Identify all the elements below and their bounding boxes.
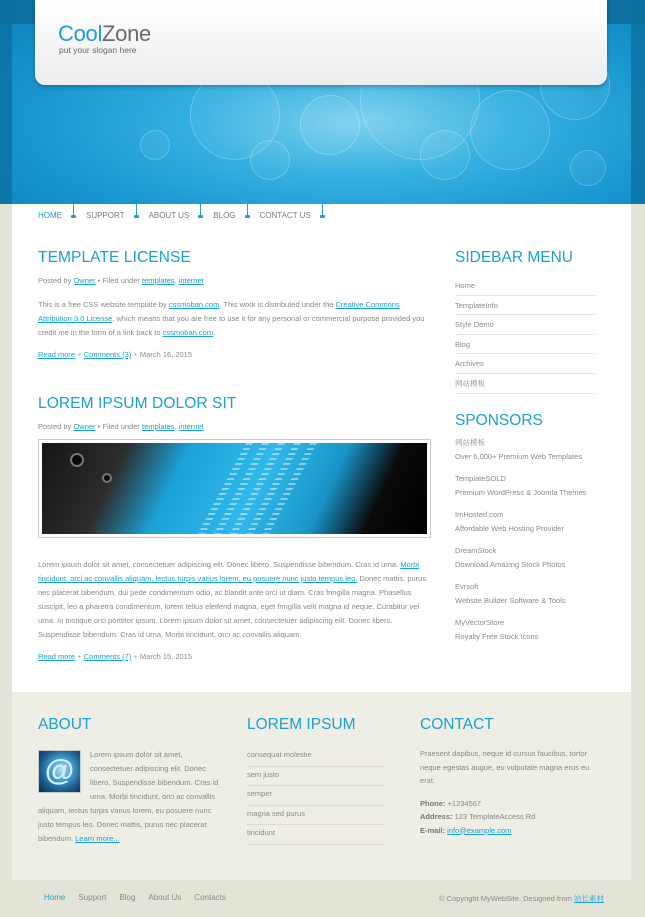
sponsor-item [455, 616, 595, 645]
about-body [38, 748, 223, 846]
sponsor-description: Website Builder Software & Tools [455, 596, 566, 606]
contact-widget [420, 716, 604, 837]
bokeh-circle [420, 130, 470, 180]
sidebar [455, 249, 595, 645]
post-body [38, 298, 432, 340]
nav-item-blog[interactable] [201, 204, 247, 230]
designer-link[interactable]: 站长素材 [574, 894, 604, 903]
author-link[interactable]: Owner [73, 276, 96, 285]
main-nav [12, 204, 631, 230]
sidebar-menu-title: SIDEBAR MENU [455, 249, 573, 266]
sidebar-item-style-demo[interactable]: Style Demo [455, 315, 595, 335]
sponsor-link[interactable]: MyVectorStore [455, 617, 505, 627]
at-sign-icon: @ [38, 750, 81, 793]
address-value: 123 TemplateAccess Rd [454, 812, 536, 821]
sponsor-description: Affordable Web Hosting Provider [455, 524, 564, 534]
logo-part-zone: Zone [102, 21, 151, 46]
post-title[interactable]: TEMPLATE LICENSE [38, 249, 191, 266]
sponsor-link[interactable]: TemplateSOLD [455, 473, 506, 483]
post-meta [38, 276, 432, 285]
sidebar-menu [455, 276, 595, 394]
footer-separator: • [78, 350, 81, 359]
category-link[interactable]: internet [178, 422, 204, 431]
post-image-laptop [38, 439, 431, 538]
sponsors-title: SPONSORS [455, 411, 543, 429]
sponsor-description: Download Amazing Stock Photos [455, 560, 566, 570]
nav-item-contact-us[interactable] [248, 204, 323, 230]
post-text: Lorem ipsum dolor sit amet, consectetuer adipiscing elit. Donec libero. Suspendisse bibendum. Cras id urna. [38, 560, 401, 569]
post-text: , which means that you are free to use it for any personal or commercial purpose provided you credit me in the form of a link back to [38, 314, 425, 337]
cssmoban-link[interactable]: cssmoban.com [168, 300, 220, 309]
sidebar-item-home[interactable]: Home [455, 276, 595, 296]
sidebar-item-archives[interactable]: Archives [455, 354, 595, 374]
contact-text: Praesent dapibus, neque id cursus faucibus, tortor neque egestas augue, eu vulputate magna eros eu erat. [420, 749, 590, 785]
bottom-link-home[interactable]: Home [44, 893, 66, 902]
post-text: . This work is distributed under the [219, 300, 336, 309]
post-footer [38, 350, 432, 359]
sidebar-item-templates-cn[interactable]: 网站模板 [455, 374, 595, 394]
learn-more-link[interactable]: Learn more... [75, 834, 120, 843]
bottom-link-blog[interactable]: Blog [119, 893, 136, 902]
laptop-photo [42, 443, 427, 534]
email-link[interactable]: info@example.com [447, 825, 512, 835]
nav-item-label: ABOUT US [148, 211, 190, 220]
post-body [38, 558, 432, 642]
sidebar-item-blog[interactable]: Blog [455, 335, 595, 355]
logo-part-cool: Cool [58, 21, 103, 46]
nav-item-label: CONTACT US [259, 211, 311, 220]
bottom-link-support[interactable]: Support [78, 893, 107, 902]
comments-link[interactable]: Comments (3) [83, 350, 132, 359]
bottom-link-contacts[interactable]: Contacts [194, 893, 226, 902]
author-link[interactable]: Owner [73, 422, 96, 431]
contact-email [420, 824, 604, 838]
meta-filed-under: Filed under [102, 276, 140, 285]
meta-filed-under: Filed under [102, 422, 140, 431]
post-date: March 15, 2015 [139, 652, 193, 661]
sponsor-description: Royalty Free Stock Icons [455, 632, 539, 642]
logo-panel [35, 0, 607, 85]
site-logo[interactable] [58, 21, 151, 47]
lorem-list-item[interactable]: semper [247, 786, 385, 806]
bokeh-circle [250, 140, 290, 180]
read-more-link[interactable]: Read more [38, 652, 76, 661]
contact-address [420, 810, 604, 824]
meta-separator: • [97, 276, 101, 285]
contact-phone [420, 797, 604, 811]
phone-value: +1234567 [447, 798, 482, 808]
address-label: Address: [420, 812, 453, 821]
lorem-list-item[interactable]: sem justo [247, 767, 385, 787]
comments-link[interactable]: Comments (7) [83, 652, 132, 661]
sponsor-link[interactable]: ImHosted.com [455, 509, 504, 519]
nav-item-label: SUPPORT [86, 211, 125, 220]
lorem-list [247, 747, 385, 845]
post-text: . [213, 328, 216, 337]
site-slogan: put your slogan here [59, 45, 137, 55]
sponsor-description: Over 6,000+ Premium Web Templates [455, 452, 583, 462]
footer-separator: • [134, 652, 137, 661]
meta-comma: , [174, 276, 177, 285]
about-text: Lorem ipsum dolor sit amet, consectetuer adipiscing elit. Donec libero. Suspendisse bibendum. Cras id urna. Morbi tincidunt, orci ac convallis aliquam, lectus turpis varius lorem, eu posuere nunc justo tempus leo. Donec mattis, purus nec placerat bibendum. [38, 750, 219, 843]
bokeh-circle [470, 90, 550, 170]
lorem-list-item[interactable]: magna sed purus [247, 806, 385, 826]
post-title[interactable]: LOREM IPSUM DOLOR SIT [38, 395, 237, 412]
category-link[interactable]: templates [142, 422, 175, 431]
category-link[interactable]: internet [178, 276, 204, 285]
copyright [439, 893, 604, 904]
copyright-text: © Copyright MyWebSite. Designed from [438, 894, 574, 903]
meta-separator: • [97, 422, 101, 431]
blog-post [38, 395, 432, 661]
meta-posted-by: Posted by [38, 276, 72, 285]
contact-details [420, 797, 604, 838]
phone-label: Phone: [420, 798, 446, 808]
nav-item-label: BLOG [213, 211, 236, 220]
post-text: This is a free CSS website template by [38, 300, 169, 309]
sidebar-item-templateinfo[interactable]: TemplateInfo [455, 296, 595, 316]
nav-item-label: HOME [38, 211, 62, 220]
sponsor-link[interactable]: 网站模板 [455, 437, 485, 447]
sponsor-item [455, 508, 595, 537]
bottom-bar [12, 880, 631, 917]
footer-separator: • [134, 350, 137, 359]
post-footer [38, 652, 432, 661]
sponsor-item [455, 544, 595, 573]
nav-divider [322, 204, 323, 216]
laptop-port [102, 473, 112, 483]
read-more-link[interactable]: Read more [38, 350, 76, 359]
sponsor-item [455, 436, 595, 465]
sponsor-description: Premium WordPress & Joomla Themes [455, 488, 587, 498]
contact-title: CONTACT [420, 716, 494, 733]
main-content [12, 230, 631, 692]
sponsor-item [455, 580, 595, 609]
footer-widgets [12, 692, 631, 880]
sponsor-list [455, 436, 595, 645]
nav-item-home[interactable] [26, 204, 74, 230]
nav-item-support[interactable] [74, 204, 137, 230]
sponsor-link[interactable]: DreamStock [455, 545, 497, 555]
lorem-list-item[interactable]: consequat molestie [247, 747, 385, 767]
email-label: E-mail: [420, 825, 446, 835]
bottom-nav [44, 893, 226, 902]
sponsor-item [455, 472, 595, 501]
header [0, 0, 645, 230]
cssmoban-link[interactable]: cssmoban.com [162, 328, 214, 337]
lorem-title: LOREM IPSUM [247, 716, 356, 733]
lorem-widget [247, 716, 385, 845]
laptop-port [70, 453, 84, 467]
meta-posted-by: Posted by [38, 422, 72, 431]
post-text: Donec mattis, purus nec placerat bibendum, dui pede condimentum odio, ac blandit ante orci ut diam. Cras fringilla magna. Phasellus suscipit, leo a pharetra condimentum, lorem tellus eleifend magna, eget fringilla velit magna id neque. Curabitur vel urna. In tristique orci porttitor ipsum. Lorem ipsum dolor sit amet, consectetuer adipiscing elit. Donec libero. Suspendisse bibendum. Cras id urna. Morbi tincidunt, orci ac convallis aliquam. [38, 574, 427, 639]
post-meta [38, 422, 432, 431]
about-widget [38, 716, 223, 846]
header-right-edge [631, 0, 645, 204]
sponsor-link[interactable]: Evrsoft [455, 581, 479, 591]
footer-separator: • [78, 652, 81, 661]
bokeh-circle [570, 150, 606, 186]
bokeh-circle [300, 95, 360, 155]
license-link[interactable]: Creative Commons Attribution 3.0 License [38, 300, 400, 323]
about-title: ABOUT [38, 716, 92, 733]
blog-post [38, 249, 432, 359]
bokeh-circle [140, 130, 170, 160]
category-link[interactable]: templates [142, 276, 175, 285]
inline-link[interactable]: Morbi tincidunt, orci ac convallis aliquam, lectus turpis varius lorem, eu posuere nunc justo tempus leo. [38, 560, 420, 583]
bottom-link-about-us[interactable]: About Us [148, 893, 182, 902]
lorem-list-item[interactable]: tincidunt [247, 825, 385, 845]
header-left-edge [0, 0, 12, 204]
meta-comma: , [174, 422, 177, 431]
post-date: March 16, 2015 [139, 350, 193, 359]
nav-item-about-us[interactable] [137, 204, 202, 230]
